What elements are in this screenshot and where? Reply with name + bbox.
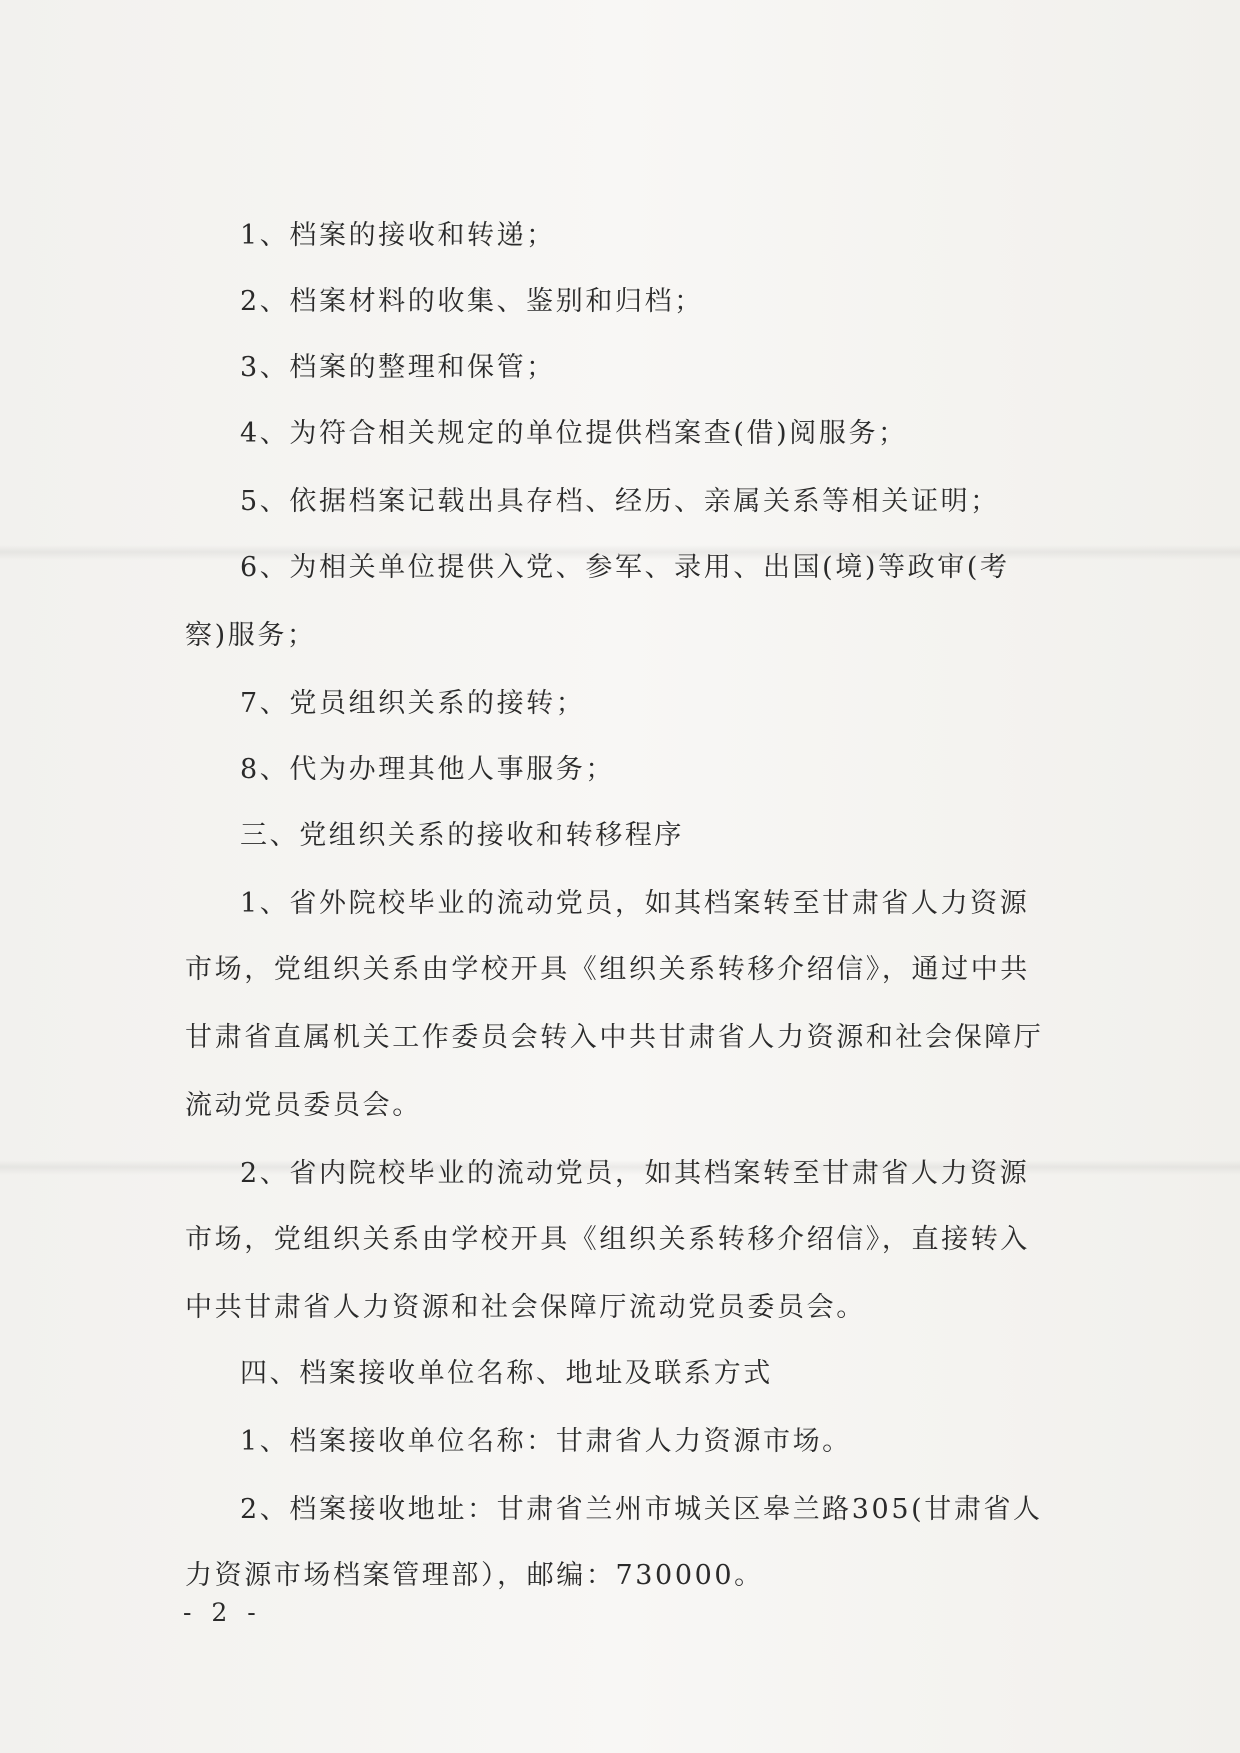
text-line: 力资源市场档案管理部），邮编：730000。 <box>185 1560 764 1591</box>
text-line: 3、档案的整理和保管； <box>240 352 556 383</box>
section-heading: 三、党组织关系的接收和转移程序 <box>240 820 684 851</box>
text-line: 察)服务； <box>185 620 317 651</box>
text-line: 1、省外院校毕业的流动党员，如其档案转至甘肃省人力资源 <box>240 888 1030 919</box>
text-line: 7、党员组织关系的接转； <box>240 688 586 719</box>
text-line: 1、档案的接收和转递； <box>240 220 556 251</box>
text-line: 流动党员委员会。 <box>185 1090 422 1121</box>
section-heading: 四、档案接收单位名称、地址及联系方式 <box>240 1358 773 1389</box>
text-line: 2、档案材料的收集、鉴别和归档； <box>240 286 704 317</box>
text-line: 5、依据档案记载出具存档、经历、亲属关系等相关证明； <box>240 486 1000 517</box>
text-line: 6、为相关单位提供入党、参军、录用、出国(境)等政审(考 <box>240 552 1010 583</box>
text-line: 1、档案接收单位名称：甘肃省人力资源市场。 <box>240 1426 852 1457</box>
text-line: 4、为符合相关规定的单位提供档案查(借)阅服务； <box>240 418 908 449</box>
text-line: 甘肃省直属机关工作委员会转入中共甘肃省人力资源和社会保障厅 <box>185 1022 1044 1053</box>
text-line: 8、代为办理其他人事服务； <box>240 754 615 785</box>
text-line: 市场，党组织关系由学校开具《组织关系转移介绍信》，直接转入 <box>185 1224 1030 1255</box>
page-number: - 2 - <box>183 1598 262 1627</box>
text-line: 中共甘肃省人力资源和社会保障厅流动党员委员会。 <box>185 1292 866 1323</box>
text-line: 市场，党组织关系由学校开具《组织关系转移介绍信》，通过中共 <box>185 954 1030 985</box>
text-line: 2、省内院校毕业的流动党员，如其档案转至甘肃省人力资源 <box>240 1158 1030 1189</box>
text-line: 2、档案接收地址：甘肃省兰州市城关区皋兰路305(甘肃省人 <box>240 1494 1043 1525</box>
